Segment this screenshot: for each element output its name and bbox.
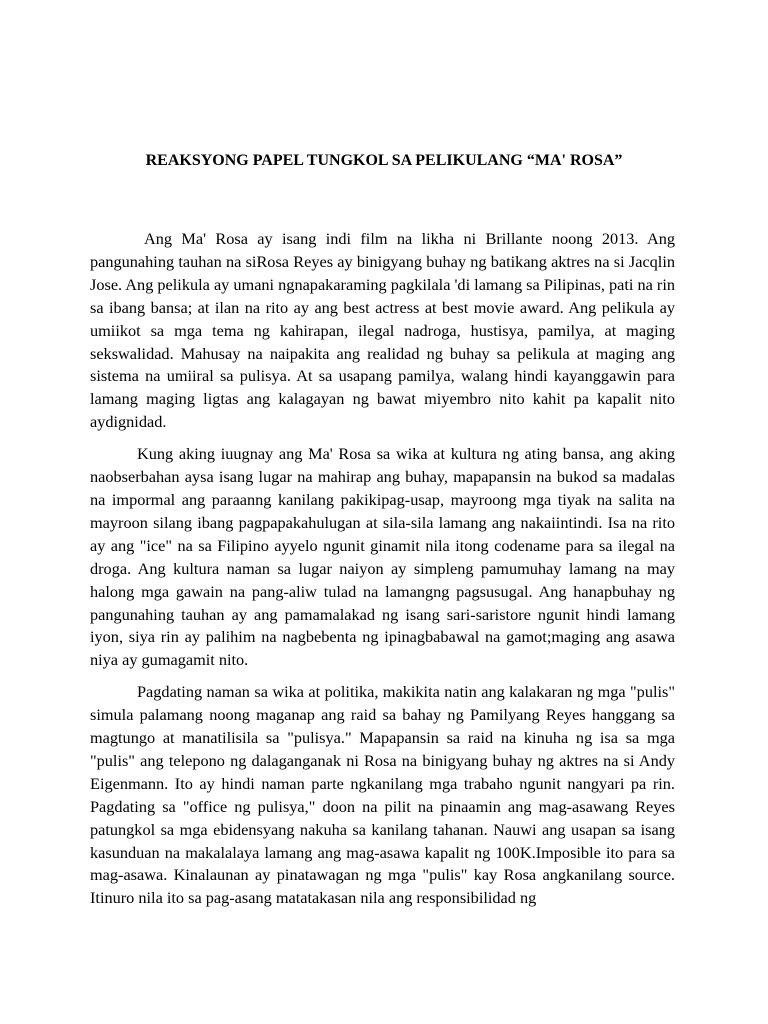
- paragraph-1: Ang Ma' Rosa ay isang indi film na likha ni Brillante noong 2013. Ang pangunahing tauhan na siRosa Reyes ay binigyang buhay ng batikang aktres na si Jacqlin Jose. Ang pelikula ay umani ngnapakaraming pagkilala 'di lamang sa Pilipinas, pati na rin sa ibang bansa; at ilan na rito ay ang best actress at best movie award. Ang pelikula ay umiikot sa mga tema ng kahirapan, ilegal nadroga, hustisya, pamilya, at maging sekswalidad. Mahusay na naipakita ang realidad ng buhay sa pelikula at maging ang sistema na umiiral sa pulisya. At sa usapang pamilya, walang hindi kayanggawin para lamang maging ligtas ang kalagayan ng bawat miyembro nito kahit pa kapalit nito aydignidad.: [90, 229, 675, 432]
- document-title: REAKSYONG PAPEL TUNGKOL SA PELIKULANG “MA' ROSA”: [145, 152, 623, 169]
- document-body: [90, 228, 675, 919]
- paragraph-2: Kung aking iuugnay ang Ma' Rosa sa wika at kultura ng ating bansa, ang aking naobserbahan aysa isang lugar na mahirap ang buhay, mapapansin na bukod sa madalas na impormal ang paraanng kanilang pakikipag-usap, mayroong mga tiyak na salita na mayroon silang ibang pagpapakahulugan at sila-sila lamang ang nakaiintindi. Isa na rito ay ang "ice" na sa Filipino ayyelo ngunit ginamit nila itong codename para sa ilegal na droga. Ang kultura naman sa lugar naiyon ay simpleng pamumuhay lamang na may halong mga gawain na pang-aliw tulad na lamangng pagsusugal. Ang hanapbuhay ng pangunahing tauhan ay ang pamamalakad ng isang sari-saristore ngunit hindi lamang iyon, siya rin ay palihim na nagbebenta ng ipinagbabawal na gamot;maging ang asawa niya ay gumagamit nito.: [90, 444, 675, 670]
- paragraph-3: Pagdating naman sa wika at politika, makikita natin ang kalakaran ng mga "pulis" simula palamang noong maganap ang raid sa bahay ng Pamilyang Reyes hanggang sa magtungo at manatilisila sa "pulisya." Mapapansin sa raid na kinuha ng isa sa mga "pulis" ang telepono ng dalaganganak ni Rosa na binigyang buhay ng aktres na si Andy Eigenmann. Ito ay hindi naman parte ngkanilang mga trabaho ngunit nangyari pa rin. Pagdating sa "office ng pulisya," doon na pilit na pinaamin ang mag-asawang Reyes patungkol sa mga ebidensyang nakuha sa kanilang tahanan. Nauwi ang usapan sa isang kasunduan na makalalaya lamang ang mag-asawa kapalit ng 100K.Imposible ito para sa mag-asawa. Kinalaunan ay pinatawagan ng mga "pulis" kay Rosa angkanilang source. Itinuro nila ito sa pag-asang matatakasan nila ang responsibilidad ng: [90, 682, 675, 908]
